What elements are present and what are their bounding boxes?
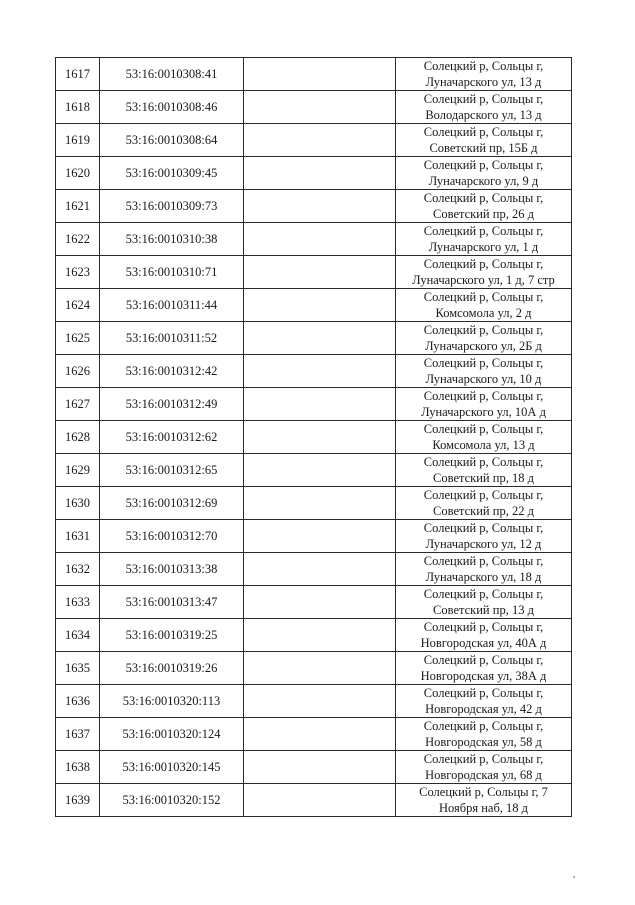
address-line-1: Солецкий р, Сольцы г, bbox=[423, 257, 544, 271]
row-number-cell: 1629 bbox=[56, 454, 100, 487]
row-number-cell: 1638 bbox=[56, 751, 100, 784]
row-number-cell: 1625 bbox=[56, 322, 100, 355]
address-line-2: Луначарского ул, 18 д bbox=[425, 570, 542, 584]
address-line-1: Солецкий р, Сольцы г, bbox=[423, 323, 544, 337]
table-row bbox=[56, 190, 572, 223]
row-number-cell: 1635 bbox=[56, 652, 100, 685]
cadastral-number-cell: 53:16:0010310:71 bbox=[100, 256, 244, 289]
table-row bbox=[56, 718, 572, 751]
address-line-1: Солецкий р, Сольцы г, bbox=[423, 521, 544, 535]
row-number-cell: 1628 bbox=[56, 421, 100, 454]
address-line-2: Комсомола ул, 2 д bbox=[435, 306, 532, 320]
row-number-cell: 1637 bbox=[56, 718, 100, 751]
empty-cell bbox=[244, 784, 396, 817]
address-line-2: Новгородская ул, 68 д bbox=[425, 768, 542, 782]
row-number-cell: 1624 bbox=[56, 289, 100, 322]
address-line-1: Солецкий р, Сольцы г, bbox=[423, 389, 544, 403]
address-line-2: Володарского ул, 13 д bbox=[425, 108, 542, 122]
address-cell bbox=[396, 619, 572, 652]
address-cell bbox=[396, 454, 572, 487]
row-number-cell: 1633 bbox=[56, 586, 100, 619]
empty-cell bbox=[244, 718, 396, 751]
address-line-1: Солецкий р, Сольцы г, bbox=[423, 356, 544, 370]
empty-cell bbox=[244, 256, 396, 289]
row-number-cell: 1617 bbox=[56, 58, 100, 91]
address-line-2: Новгородская ул, 58 д bbox=[425, 735, 542, 749]
table-row bbox=[56, 256, 572, 289]
address-cell bbox=[396, 322, 572, 355]
table-row bbox=[56, 124, 572, 157]
row-number-cell: 1639 bbox=[56, 784, 100, 817]
address-line-2: Советский пр, 15Б д bbox=[429, 141, 538, 155]
empty-cell bbox=[244, 487, 396, 520]
registry-table-body bbox=[56, 58, 572, 817]
address-cell bbox=[396, 124, 572, 157]
address-cell bbox=[396, 91, 572, 124]
address-line-2: Советский пр, 13 д bbox=[433, 603, 534, 617]
table-row bbox=[56, 91, 572, 124]
address-line-2: Луначарского ул, 10 д bbox=[425, 372, 542, 386]
row-number-cell: 1627 bbox=[56, 388, 100, 421]
table-row bbox=[56, 223, 572, 256]
address-cell bbox=[396, 718, 572, 751]
address-line-1: Солецкий р, Сольцы г, bbox=[423, 59, 544, 73]
empty-cell bbox=[244, 388, 396, 421]
row-number-cell: 1619 bbox=[56, 124, 100, 157]
cadastral-number-cell: 53:16:0010312:65 bbox=[100, 454, 244, 487]
address-cell bbox=[396, 586, 572, 619]
cadastral-number-cell: 53:16:0010309:73 bbox=[100, 190, 244, 223]
address-line-1: Солецкий р, Сольцы г, bbox=[423, 455, 544, 469]
cadastral-number-cell: 53:16:0010320:152 bbox=[100, 784, 244, 817]
address-line-1: Солецкий р, Сольцы г, bbox=[423, 158, 544, 172]
address-line-2: Ноября наб, 18 д bbox=[438, 801, 529, 815]
cadastral-number-cell: 53:16:0010311:52 bbox=[100, 322, 244, 355]
row-number-cell: 1626 bbox=[56, 355, 100, 388]
table-row bbox=[56, 685, 572, 718]
address-line-2: Новгородская ул, 40А д bbox=[420, 636, 547, 650]
empty-cell bbox=[244, 157, 396, 190]
empty-cell bbox=[244, 355, 396, 388]
cadastral-number-cell: 53:16:0010319:26 bbox=[100, 652, 244, 685]
address-line-1: Солецкий р, Сольцы г, bbox=[423, 653, 544, 667]
cadastral-number-cell: 53:16:0010311:44 bbox=[100, 289, 244, 322]
address-cell bbox=[396, 553, 572, 586]
table-row bbox=[56, 553, 572, 586]
address-cell bbox=[396, 256, 572, 289]
empty-cell bbox=[244, 454, 396, 487]
address-line-2: Новгородская ул, 42 д bbox=[425, 702, 542, 716]
cadastral-number-cell: 53:16:0010310:38 bbox=[100, 223, 244, 256]
table-row bbox=[56, 289, 572, 322]
address-line-1: Солецкий р, Сольцы г, bbox=[423, 752, 544, 766]
cadastral-number-cell: 53:16:0010319:25 bbox=[100, 619, 244, 652]
row-number-cell: 1621 bbox=[56, 190, 100, 223]
table-row bbox=[56, 487, 572, 520]
address-line-1: Солецкий р, Сольцы г, bbox=[423, 620, 544, 634]
page-speck bbox=[573, 876, 575, 878]
empty-cell bbox=[244, 586, 396, 619]
address-line-1: Солецкий р, Сольцы г, bbox=[423, 488, 544, 502]
row-number-cell: 1620 bbox=[56, 157, 100, 190]
table-row bbox=[56, 58, 572, 91]
cadastral-number-cell: 53:16:0010320:145 bbox=[100, 751, 244, 784]
address-line-1: Солецкий р, Сольцы г, bbox=[423, 422, 544, 436]
cadastral-number-cell: 53:16:0010308:64 bbox=[100, 124, 244, 157]
table-row bbox=[56, 157, 572, 190]
address-line-1: Солецкий р, Сольцы г, bbox=[423, 554, 544, 568]
cadastral-number-cell: 53:16:0010312:69 bbox=[100, 487, 244, 520]
address-line-1: Солецкий р, Сольцы г, bbox=[423, 719, 544, 733]
row-number-cell: 1623 bbox=[56, 256, 100, 289]
empty-cell bbox=[244, 751, 396, 784]
empty-cell bbox=[244, 124, 396, 157]
row-number-cell: 1631 bbox=[56, 520, 100, 553]
cadastral-number-cell: 53:16:0010312:70 bbox=[100, 520, 244, 553]
empty-cell bbox=[244, 520, 396, 553]
address-cell bbox=[396, 784, 572, 817]
address-line-2: Советский пр, 22 д bbox=[433, 504, 534, 518]
cadastral-number-cell: 53:16:0010308:46 bbox=[100, 91, 244, 124]
empty-cell bbox=[244, 619, 396, 652]
address-line-1: Солецкий р, Сольцы г, bbox=[423, 125, 544, 139]
address-cell bbox=[396, 487, 572, 520]
empty-cell bbox=[244, 58, 396, 91]
address-cell bbox=[396, 190, 572, 223]
address-cell bbox=[396, 652, 572, 685]
row-number-cell: 1618 bbox=[56, 91, 100, 124]
table-row bbox=[56, 751, 572, 784]
address-line-2: Луначарского ул, 12 д bbox=[425, 537, 542, 551]
cadastral-number-cell: 53:16:0010320:124 bbox=[100, 718, 244, 751]
address-line-2: Советский пр, 18 д bbox=[433, 471, 534, 485]
empty-cell bbox=[244, 289, 396, 322]
address-line-2: Луначарского ул, 2Б д bbox=[425, 339, 542, 353]
cadastral-number-cell: 53:16:0010309:45 bbox=[100, 157, 244, 190]
table-row bbox=[56, 784, 572, 817]
table-row bbox=[56, 454, 572, 487]
empty-cell bbox=[244, 421, 396, 454]
empty-cell bbox=[244, 190, 396, 223]
address-cell bbox=[396, 355, 572, 388]
empty-cell bbox=[244, 322, 396, 355]
address-line-2: Новгородская ул, 38А д bbox=[420, 669, 547, 683]
address-cell bbox=[396, 685, 572, 718]
property-registry-table bbox=[55, 57, 572, 817]
address-line-2: Луначарского ул, 1 д, 7 стр bbox=[412, 273, 555, 287]
address-cell bbox=[396, 421, 572, 454]
empty-cell bbox=[244, 652, 396, 685]
cadastral-number-cell: 53:16:0010308:41 bbox=[100, 58, 244, 91]
address-line-2: Советский пр, 26 д bbox=[433, 207, 534, 221]
address-line-2: Луначарского ул, 13 д bbox=[425, 75, 542, 89]
address-line-1: Солецкий р, Сольцы г, 7 bbox=[419, 785, 548, 799]
address-line-1: Солецкий р, Сольцы г, bbox=[423, 191, 544, 205]
address-line-1: Солецкий р, Сольцы г, bbox=[423, 686, 544, 700]
row-number-cell: 1630 bbox=[56, 487, 100, 520]
table-row bbox=[56, 652, 572, 685]
address-cell bbox=[396, 289, 572, 322]
address-cell bbox=[396, 157, 572, 190]
table-row bbox=[56, 322, 572, 355]
address-line-1: Солецкий р, Сольцы г, bbox=[423, 224, 544, 238]
row-number-cell: 1632 bbox=[56, 553, 100, 586]
address-cell bbox=[396, 520, 572, 553]
address-line-1: Солецкий р, Сольцы г, bbox=[423, 587, 544, 601]
table-row bbox=[56, 388, 572, 421]
table-row bbox=[56, 520, 572, 553]
address-cell bbox=[396, 388, 572, 421]
address-line-2: Луначарского ул, 1 д bbox=[428, 240, 539, 254]
address-cell bbox=[396, 751, 572, 784]
cadastral-number-cell: 53:16:0010312:62 bbox=[100, 421, 244, 454]
empty-cell bbox=[244, 685, 396, 718]
cadastral-number-cell: 53:16:0010320:113 bbox=[100, 685, 244, 718]
address-line-1: Солецкий р, Сольцы г, bbox=[423, 290, 544, 304]
address-cell bbox=[396, 58, 572, 91]
cadastral-number-cell: 53:16:0010312:42 bbox=[100, 355, 244, 388]
cadastral-number-cell: 53:16:0010312:49 bbox=[100, 388, 244, 421]
table-row bbox=[56, 586, 572, 619]
table-row bbox=[56, 355, 572, 388]
empty-cell bbox=[244, 223, 396, 256]
empty-cell bbox=[244, 91, 396, 124]
address-cell bbox=[396, 223, 572, 256]
row-number-cell: 1622 bbox=[56, 223, 100, 256]
row-number-cell: 1634 bbox=[56, 619, 100, 652]
address-line-2: Луначарского ул, 9 д bbox=[428, 174, 539, 188]
cadastral-number-cell: 53:16:0010313:47 bbox=[100, 586, 244, 619]
address-line-1: Солецкий р, Сольцы г, bbox=[423, 92, 544, 106]
table-row bbox=[56, 421, 572, 454]
row-number-cell: 1636 bbox=[56, 685, 100, 718]
address-line-2: Луначарского ул, 10А д bbox=[421, 405, 546, 419]
empty-cell bbox=[244, 553, 396, 586]
address-line-2: Комсомола ул, 13 д bbox=[432, 438, 535, 452]
table-row bbox=[56, 619, 572, 652]
cadastral-number-cell: 53:16:0010313:38 bbox=[100, 553, 244, 586]
